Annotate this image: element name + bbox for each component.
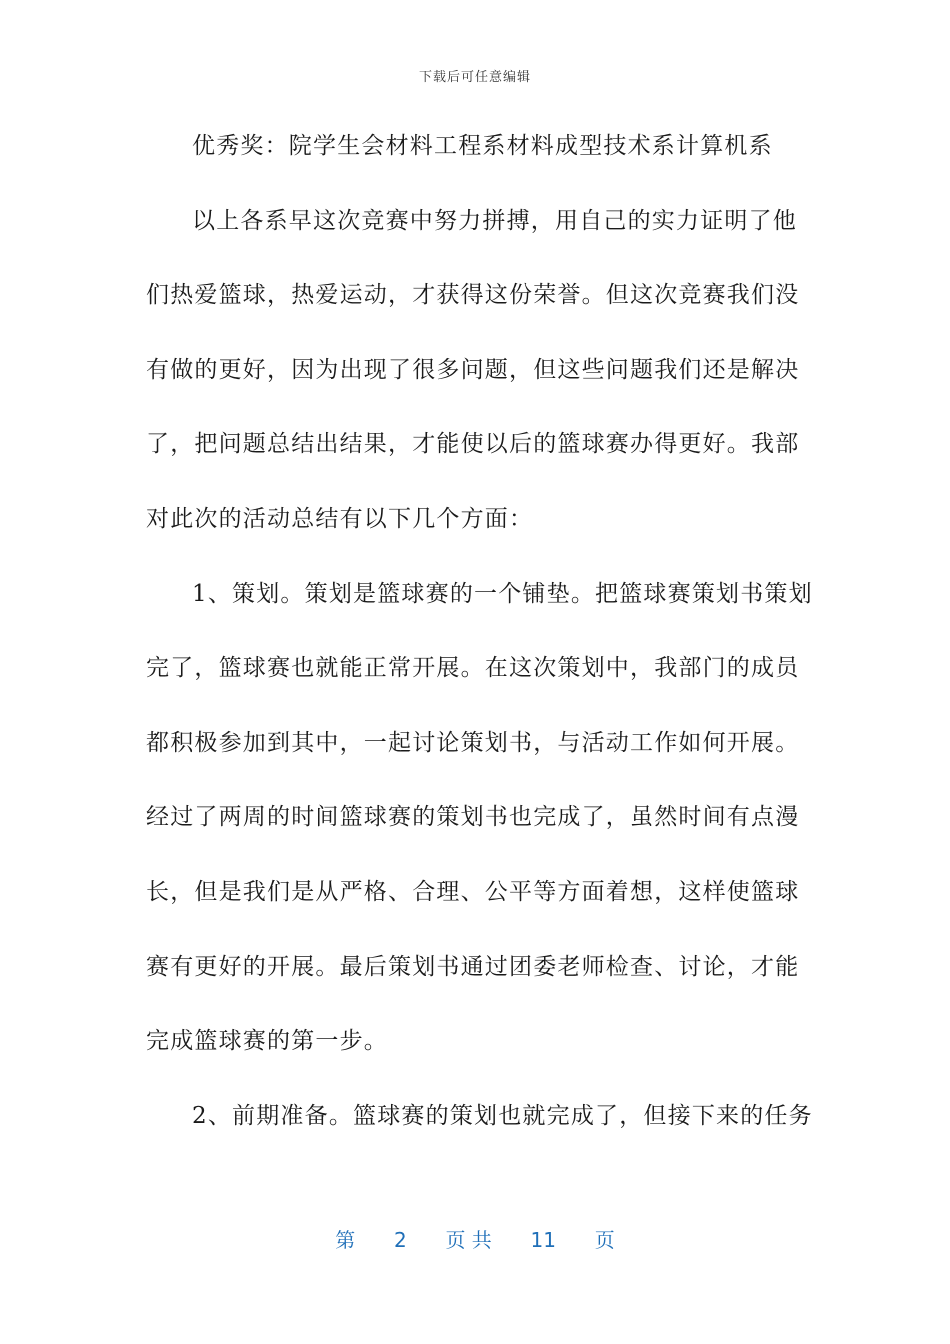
text-line: 了，把问题总结出结果，才能使以后的篮球赛办得更好。我部: [146, 431, 800, 458]
text-line: 经过了两周的时间篮球赛的策划书也完成了，虽然时间有点漫: [146, 804, 800, 831]
total-pages-number: 11: [530, 1228, 556, 1252]
text-line: 优秀奖：院学生会材料工程系材料成型技术系计算机系: [192, 133, 773, 159]
page-suffix: 页: [594, 1228, 615, 1252]
page-header-note: 下载后可任意编辑: [418, 70, 531, 85]
text-line: 完了，篮球赛也就能正常开展。在这次策划中，我部门的成员: [146, 655, 800, 682]
text-line: 1、策划。策划是篮球赛的一个铺垫。把篮球赛策划书策划: [192, 580, 813, 607]
text-line: 完成篮球赛的第一步。: [146, 1028, 388, 1055]
page-mid-label: 页 共: [445, 1228, 492, 1252]
page-prefix: 第: [335, 1228, 356, 1252]
text-line: 2、前期准备。篮球赛的策划也就完成了，但接下来的任务: [192, 1102, 813, 1129]
text-line: 以上各系早这次竞赛中努力拼搏，用自己的实力证明了他: [192, 207, 797, 234]
text-line: 们热爱篮球，热爱运动，才获得这份荣誉。但这次竞赛我们没: [146, 282, 800, 309]
text-line: 长，但是我们是从严格、合理、公平等方面着想，这样使篮球: [146, 878, 800, 905]
page-footer: [0, 1224, 950, 1253]
document-body: [146, 124, 813, 1168]
text-line: 有做的更好，因为出现了很多问题，但这些问题我们还是解决: [146, 356, 800, 383]
text-line: 都积极参加到其中，一起讨论策划书，与活动工作如何开展。: [146, 729, 800, 756]
text-line: 赛有更好的开展。最后策划书通过团委老师检查、讨论，才能: [146, 953, 800, 980]
text-line: 对此次的活动总结有以下几个方面：: [146, 505, 534, 532]
current-page-number: 2: [394, 1228, 407, 1252]
